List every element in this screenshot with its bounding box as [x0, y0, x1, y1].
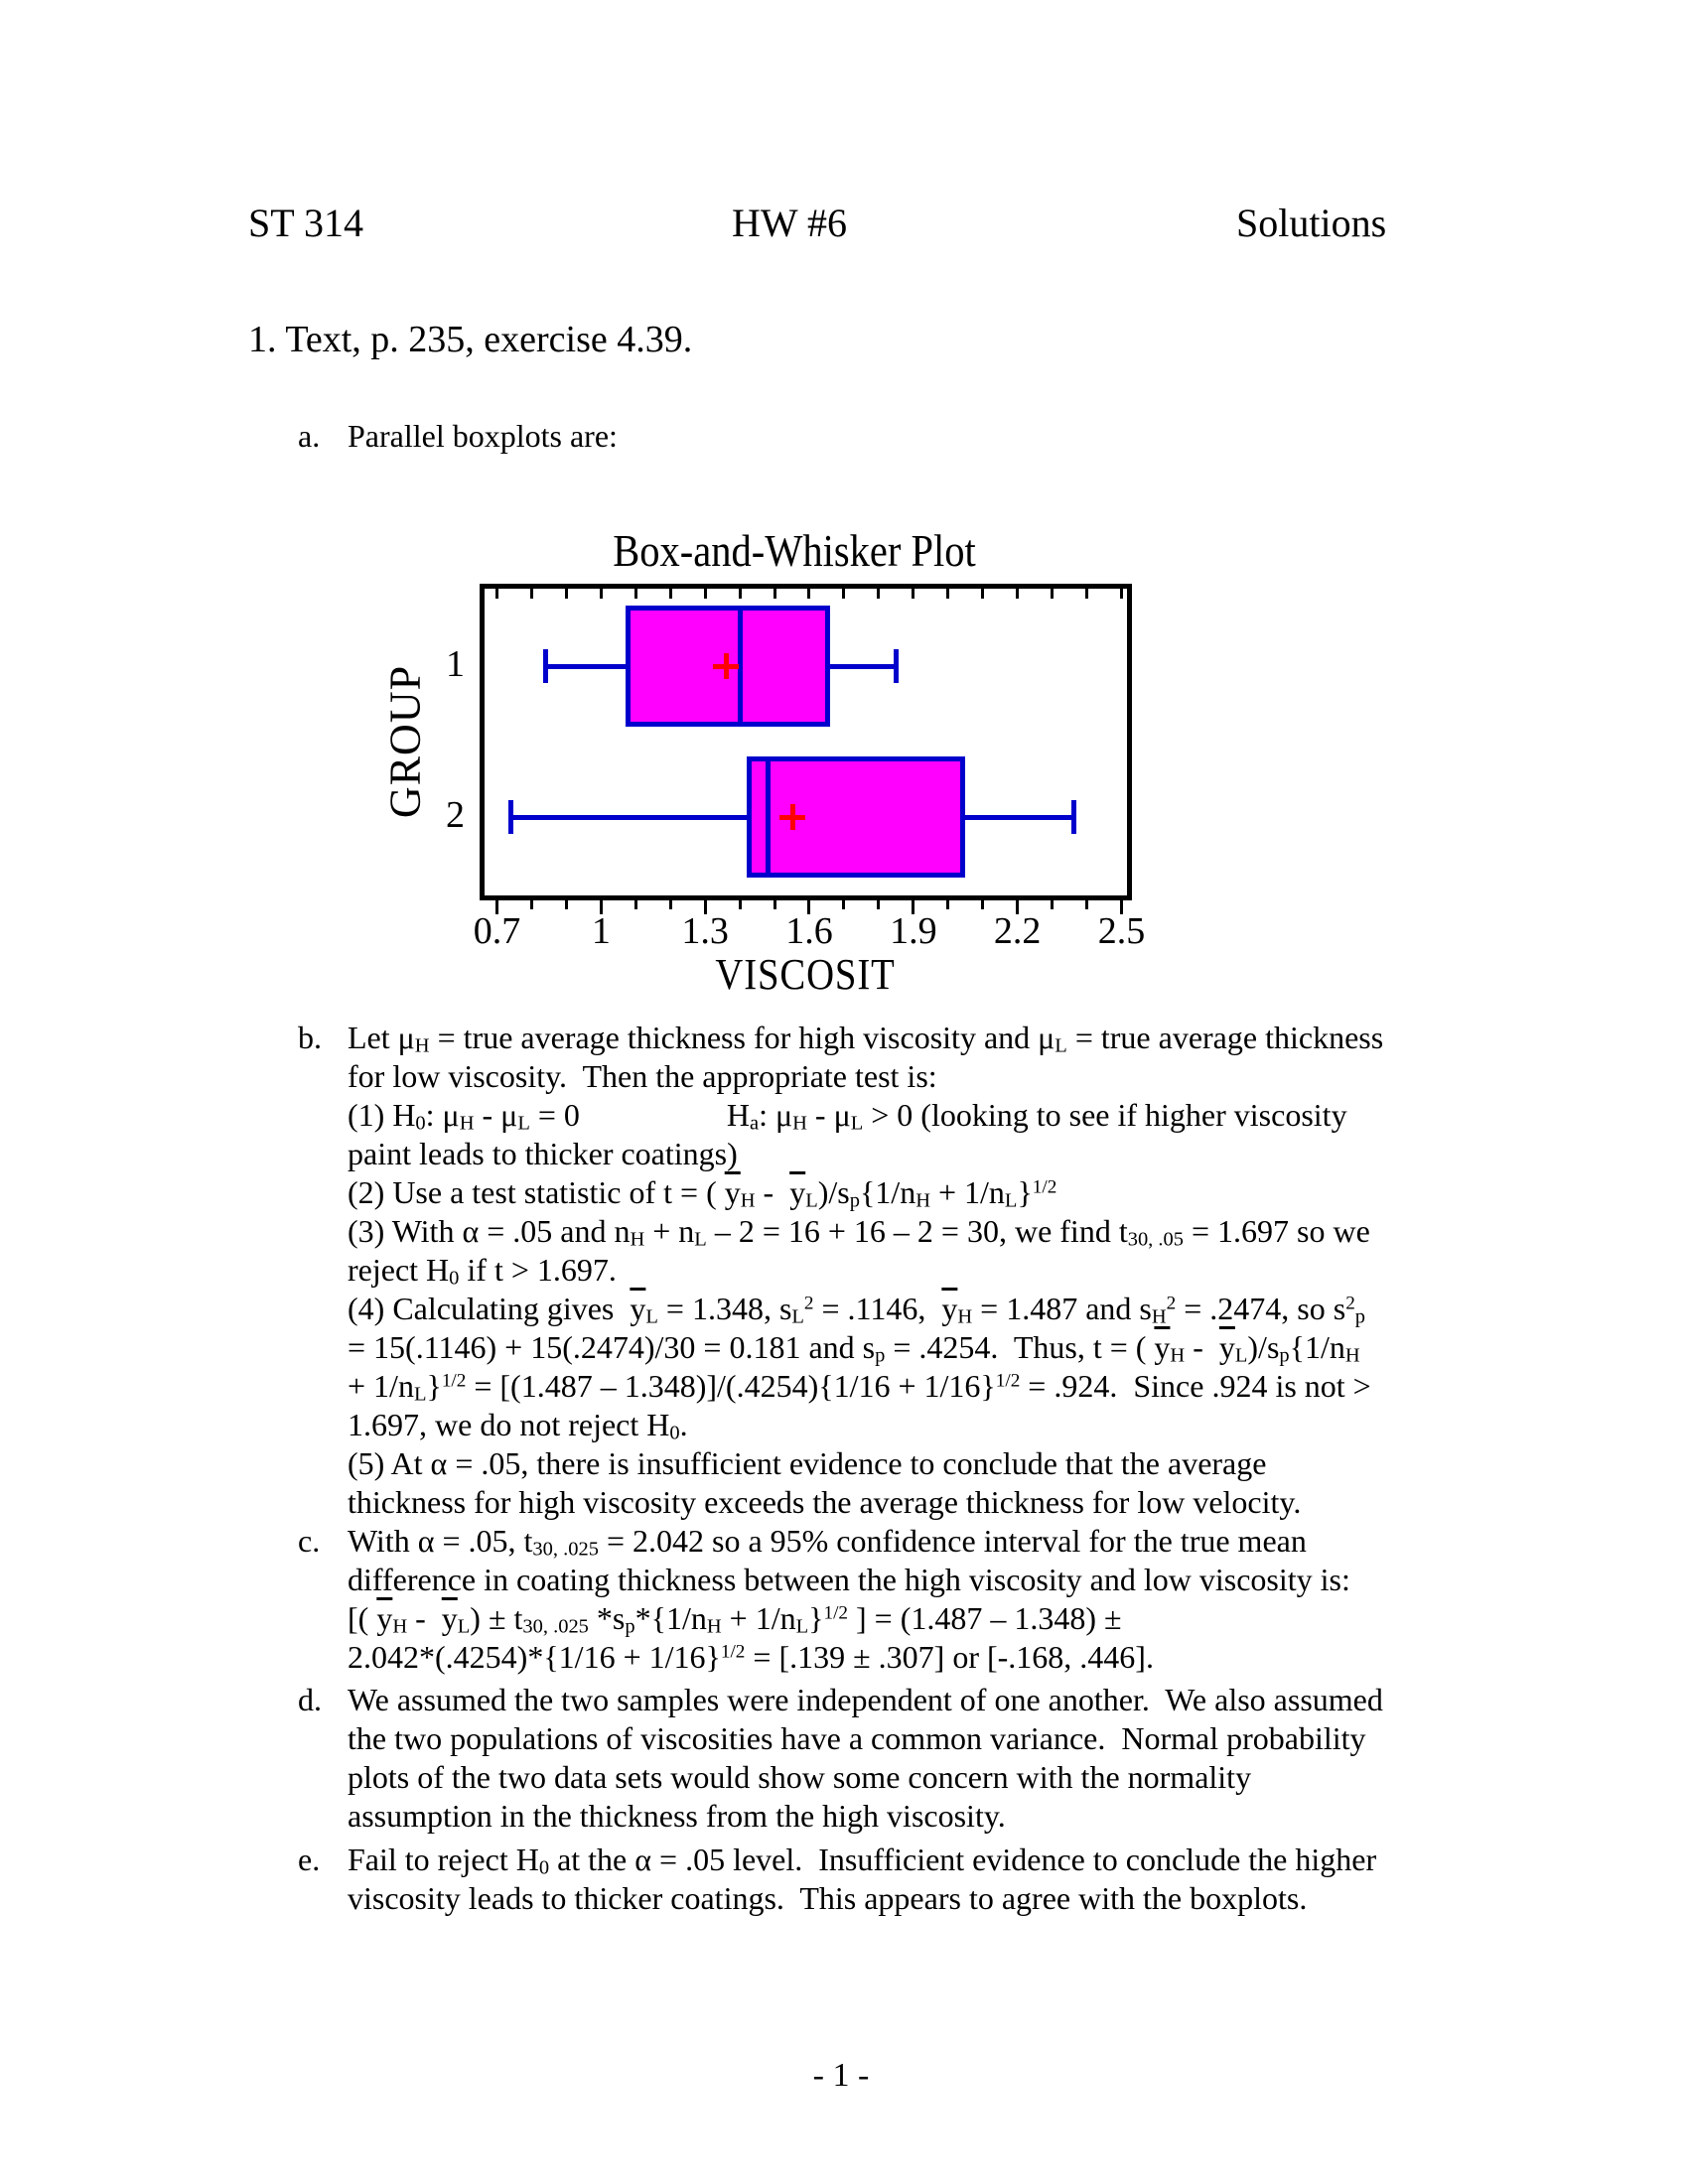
- x-axis-title: VISCOSIT: [715, 950, 896, 999]
- chart-title: Box-and-Whisker Plot: [613, 525, 976, 576]
- x-axis-tick-bottom: [634, 900, 637, 909]
- x-axis-tick-top: [1120, 589, 1123, 599]
- text-line: the two populations of viscosities have a common variance. Normal probability: [348, 1720, 1366, 1756]
- text-line: for low viscosity. Then the appropriate test is:: [348, 1058, 937, 1094]
- problem-heading: 1. Text, p. 235, exercise 4.39.: [248, 319, 693, 360]
- x-axis-tick-bottom: [981, 900, 984, 909]
- x-axis-tick-label: 1: [591, 910, 611, 952]
- x-axis-tick-top: [842, 589, 845, 599]
- x-axis-tick-top: [1085, 589, 1088, 599]
- x-axis-tick-bottom: [877, 900, 880, 909]
- section-marker-c: c.: [298, 1523, 321, 1559]
- x-axis-tick-top: [1051, 589, 1054, 599]
- x-axis-tick-top: [877, 589, 880, 599]
- whisker-line-left-group1: [545, 664, 625, 669]
- x-axis-tick-top: [774, 589, 776, 599]
- x-axis-tick-top: [946, 589, 949, 599]
- median-line-group2: [766, 761, 771, 873]
- x-axis-tick-label: 2.5: [1097, 910, 1146, 952]
- x-axis-tick-top: [1016, 589, 1019, 599]
- text-line: paint leads to thicker coatings): [348, 1136, 738, 1171]
- x-axis-tick-label: 2.2: [993, 910, 1042, 952]
- whisker-cap-min-group1: [543, 649, 548, 683]
- x-axis-tick-bottom: [1085, 900, 1088, 909]
- x-axis-tick-top: [912, 589, 914, 599]
- mean-marker-v-group2: [790, 804, 795, 830]
- text-line: (3) With α = .05 and $n_H + n_L - 2 = 16 + 16 - 2 = 30$, we find $t_{30, .05} = 1.697$ so we: [348, 1213, 1370, 1251]
- header-solutions-label: Solutions: [1236, 201, 1387, 245]
- whisker-line-right-group2: [965, 815, 1072, 820]
- x-axis-tick-bottom: [565, 900, 568, 909]
- whisker-cap-min-group2: [508, 800, 513, 834]
- text-line: 1.697, we do not reject $H_0$.: [348, 1407, 688, 1444]
- section-a-text: [348, 417, 618, 456]
- x-axis-tick-bottom: [530, 900, 533, 909]
- text-line: We assumed the two samples were independent of one another. We also assumed: [348, 1682, 1383, 1717]
- x-axis-tick-top: [807, 589, 810, 599]
- text-line: (2) Use a test statistic of t = ( $\overline{y}_H - \overline{y}_L)/s_p\{1/n_H + 1/n_L\}^{1/2}$: [348, 1174, 1057, 1212]
- page-number: - 1 -: [812, 2057, 870, 2094]
- y-axis-title: GROUP: [380, 664, 430, 819]
- x-axis-tick-label: 0.7: [473, 910, 521, 952]
- section-b-text: [348, 1019, 1383, 1522]
- x-axis-tick-top: [669, 589, 672, 599]
- mean-marker-v-group1: [724, 653, 729, 679]
- section-marker-e: e.: [298, 1842, 321, 1877]
- text-line: plots of the two data sets would show some concern with the normality: [348, 1759, 1252, 1795]
- y-axis-group-label-2: 2: [446, 794, 465, 836]
- section-marker-a: a.: [298, 418, 321, 454]
- x-axis-tick-top: [634, 589, 637, 599]
- text-line: Parallel boxplots are:: [348, 418, 618, 454]
- text-line: [( $\overline{y}_H - \overline{y}_L) \pm t_{30, .025}$ $*s_p*\{1/n_H + 1/n_L\}^{1/2}$ ] = (1.487 – 1.348) ±: [348, 1600, 1122, 1638]
- whisker-line-right-group1: [830, 664, 896, 669]
- text-line: (4) Calculating gives $\overline{y}_L = 1.348$, $s_L^2 = .1146$, $\overline{y}_H = 1.487$ and $s_H^2 = .2474$, so $s^2_p$: [348, 1291, 1366, 1328]
- x-axis-tick-top: [600, 589, 603, 599]
- x-axis-tick-label: 1.6: [785, 910, 833, 952]
- section-marker-d: d.: [298, 1682, 322, 1717]
- text-line: Fail to reject $H_0$ at the α = .05 level. Insufficient evidence to conclude the higher: [348, 1842, 1377, 1879]
- text-line: = 15(.1146) + 15(.2474)/30 = 0.181 and $s_p = .4254$. Thus, t = ( $\overline{y}_H - \overline{y}_L)/s_p\{1/n_H$: [348, 1329, 1360, 1367]
- y-axis-group-label-1: 1: [446, 643, 465, 685]
- text-line: $2.042*(.4254)*\{1/16 + 1/16\}^{1/2} = [.139 \pm .307]$ or [-.168, .446].: [348, 1639, 1154, 1675]
- text-line: With α = .05, $t_{30, .025} = 2.042$ so a 95% confidence interval for the true mean: [348, 1523, 1307, 1561]
- section-d-text: [348, 1681, 1383, 1836]
- header-assignment: HW #6: [732, 201, 847, 245]
- whisker-line-left-group2: [510, 815, 747, 820]
- text-line: + $1/n_L\}^{1/2} = [(1.487 - 1.348)]/(.4254)\{1/16 + 1/16\}^{1/2} = .924$. Since .924 is not >: [348, 1368, 1371, 1406]
- whisker-cap-max-group1: [894, 649, 899, 683]
- section-c-text: [348, 1522, 1350, 1677]
- text-line: difference in coating thickness between the high viscosity and low viscosity is:: [348, 1562, 1350, 1597]
- text-line: viscosity leads to thicker coatings. This appears to agree with the boxplots.: [348, 1880, 1308, 1916]
- x-axis-tick-bottom: [1051, 900, 1054, 909]
- text-line: assumption in the thickness from the high viscosity.: [348, 1798, 1006, 1834]
- section-marker-b: b.: [298, 1020, 322, 1055]
- x-axis-tick-bottom: [842, 900, 845, 909]
- section-e-text: [348, 1841, 1376, 1918]
- x-axis-tick-bottom: [774, 900, 776, 909]
- x-axis-tick-label: 1.3: [681, 910, 729, 952]
- text-line: thickness for high viscosity exceeds the average thickness for low velocity.: [348, 1484, 1302, 1520]
- text-line: Let $\mu_H$ = true average thickness for high viscosity and $\mu_L$ = true average thickness: [348, 1020, 1384, 1057]
- x-axis-tick-top: [704, 589, 707, 599]
- x-axis-tick-label: 1.9: [890, 910, 937, 952]
- x-axis-tick-top: [739, 589, 742, 599]
- text-line: (1) $H_0$: $\mu_H - \mu_L = 0$ $H_a$: $\mu_H - \mu_L > 0$ (looking to see if higher viscosity: [348, 1097, 1347, 1135]
- x-axis-tick-top: [495, 589, 498, 599]
- text-line: reject $H_0$ if t > 1.697.: [348, 1252, 617, 1290]
- x-axis-tick-top: [565, 589, 568, 599]
- x-axis-tick-top: [981, 589, 984, 599]
- whisker-cap-max-group2: [1071, 800, 1076, 834]
- x-axis-tick-top: [530, 589, 533, 599]
- x-axis-tick-bottom: [669, 900, 672, 909]
- text-line: (5) At α = .05, there is insufficient evidence to conclude that the average: [348, 1445, 1267, 1481]
- x-axis-tick-bottom: [946, 900, 949, 909]
- x-axis-tick-bottom: [739, 900, 742, 909]
- header-course: ST 314: [248, 201, 363, 245]
